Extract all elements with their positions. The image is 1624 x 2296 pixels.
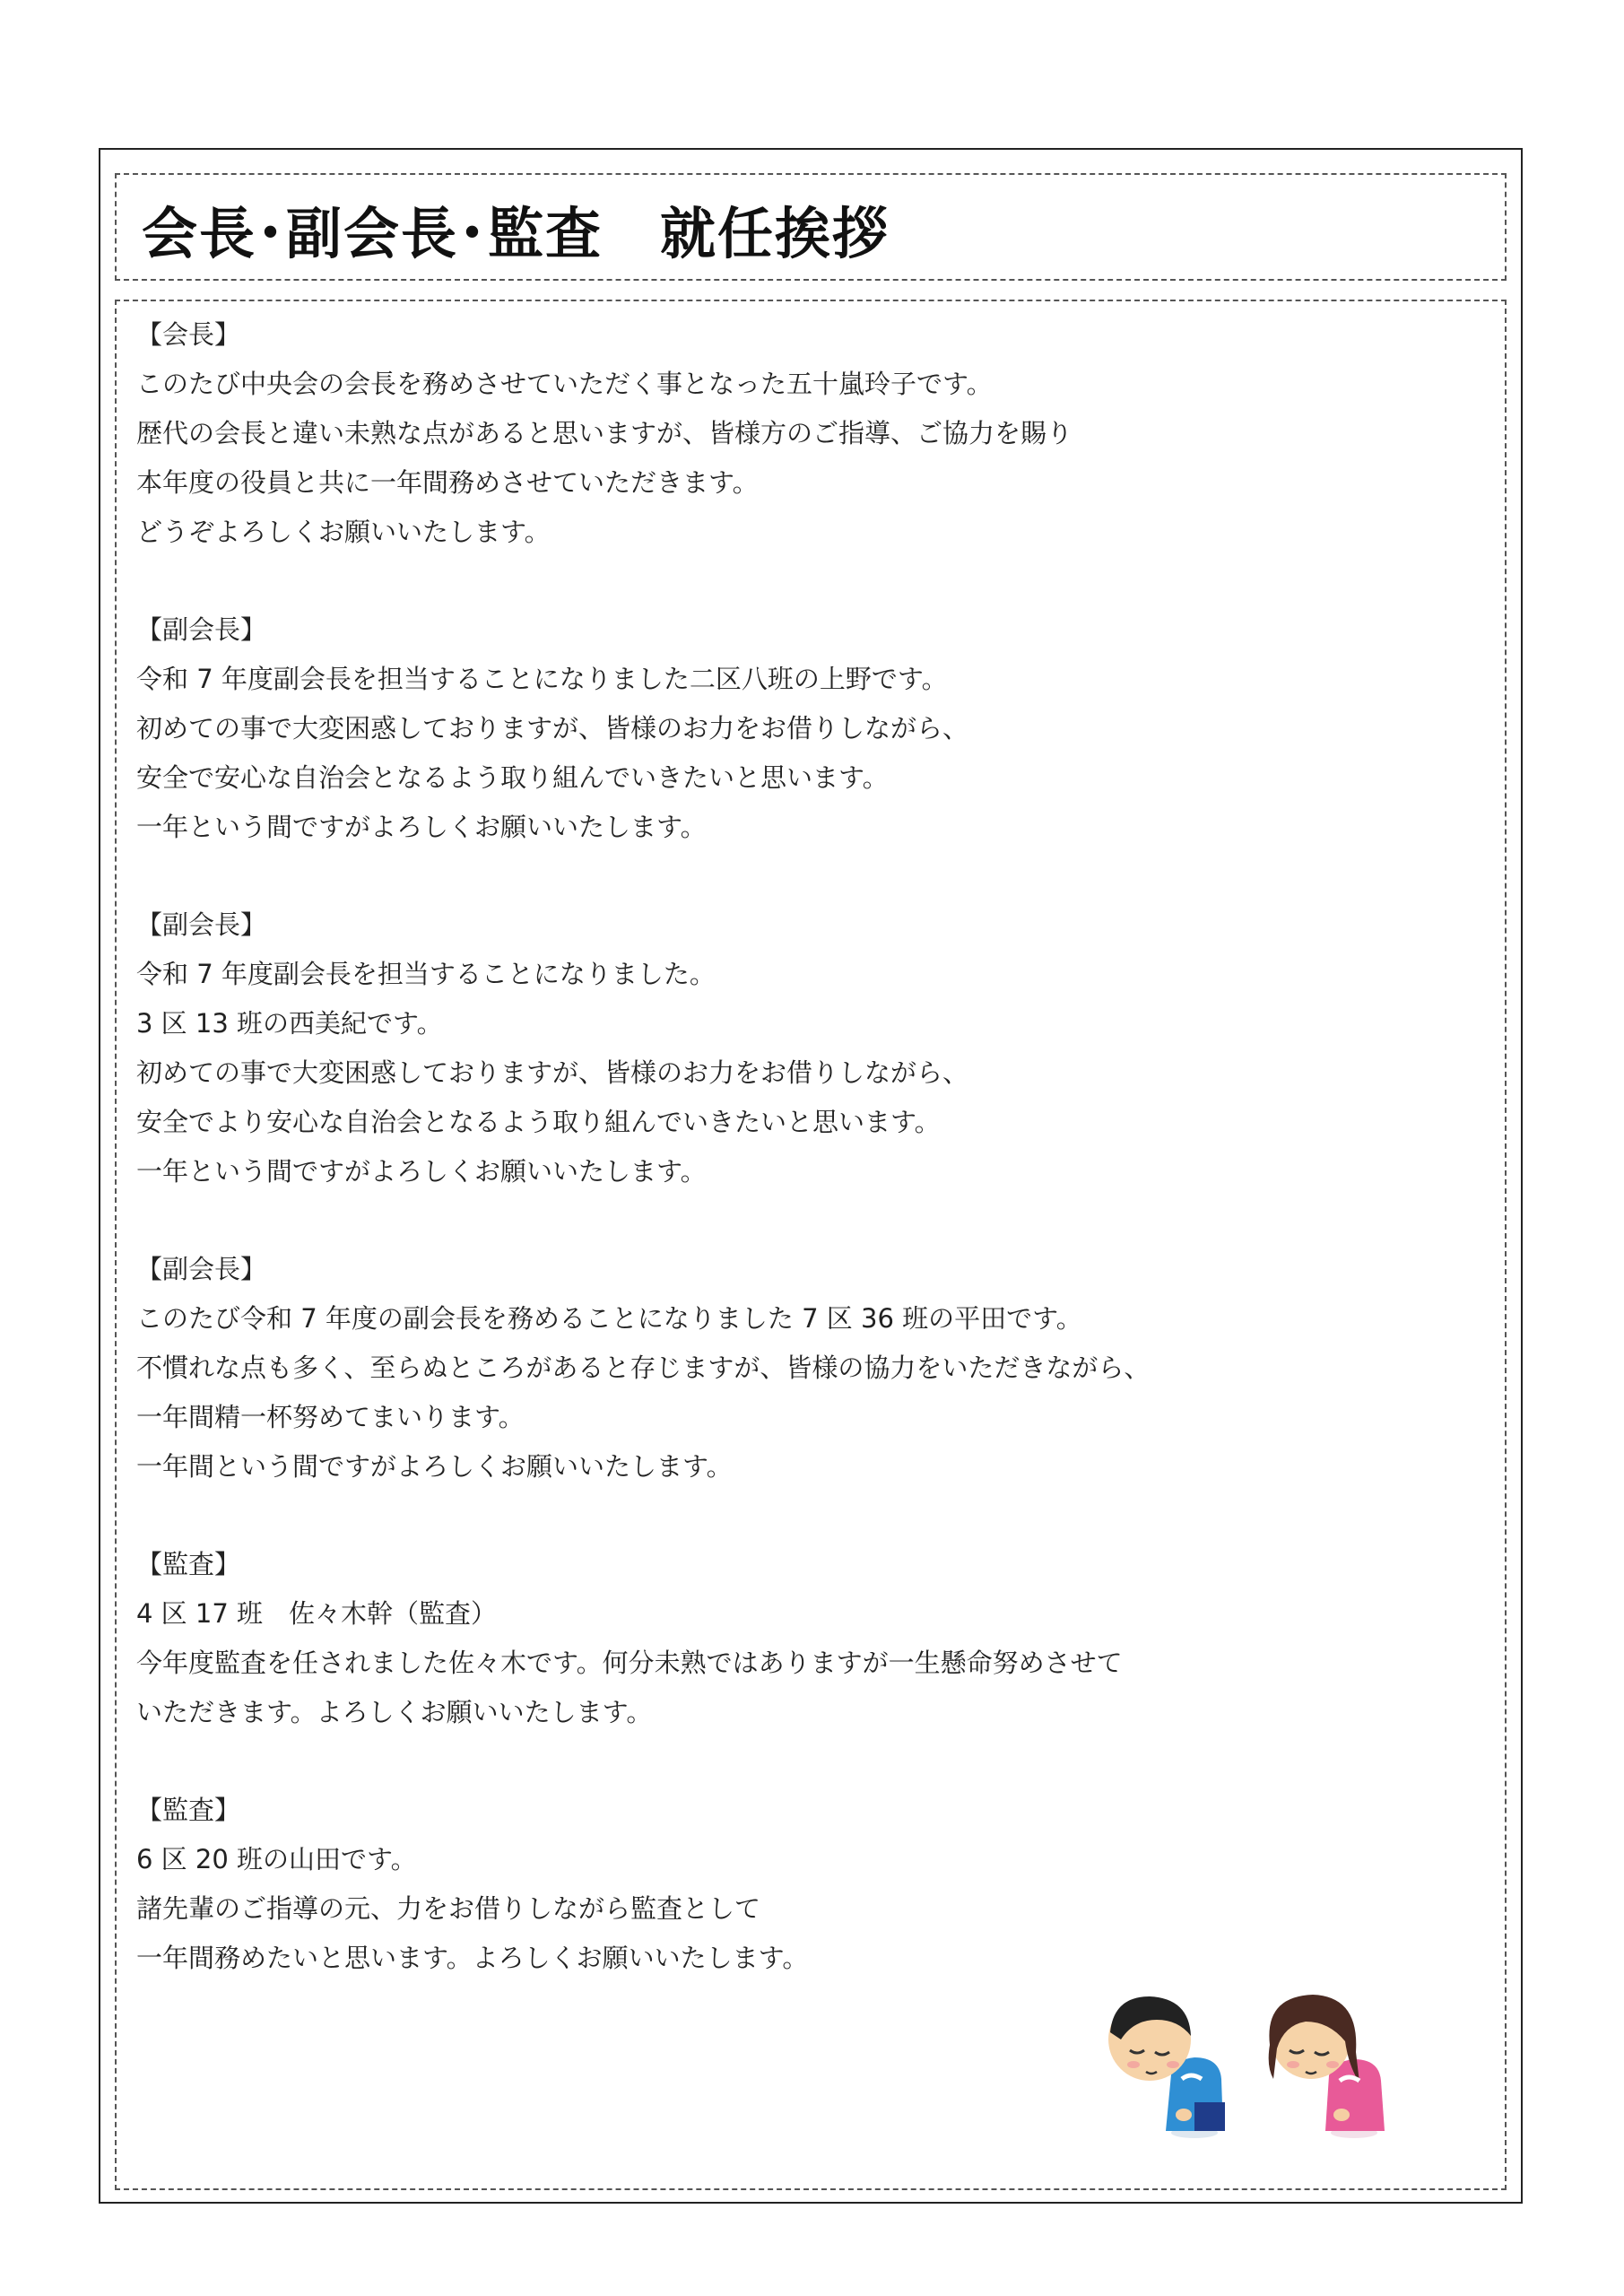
greeting-section — [136, 310, 1481, 557]
greeting-line: 歴代の会長と違い未熟な点があると思いますが、皆様方のご指導、ご協力を賜り — [136, 418, 1073, 448]
section-heading: 【副会長】 — [136, 614, 267, 645]
greeting-line: 一年間精一杯努めてまいります。 — [136, 1402, 525, 1432]
greeting-section — [136, 1540, 1481, 1737]
bowing-children-icon — [1094, 1989, 1417, 2142]
greeting-line: 3 区 13 班の西美紀です。 — [136, 1008, 443, 1039]
bowing-children-svg — [1094, 1989, 1417, 2142]
page-title: 会長･副会長･監査 就任挨拶 — [142, 201, 890, 266]
greeting-line: 一年間という間ですがよろしくお願いいたします。 — [136, 1451, 733, 1482]
greeting-line: 不慣れな点も多く、至らぬところがあると存じますが、皆様の協力をいただきながら、 — [136, 1352, 1151, 1383]
greeting-line: 6 区 20 班の山田です。 — [136, 1844, 417, 1874]
greeting-section — [136, 900, 1481, 1196]
greeting-line: このたび中央会の会長を務めさせていただく事となった五十嵐玲子です。 — [136, 369, 993, 399]
greeting-line: 一年という間ですがよろしくお願いいたします。 — [136, 1156, 707, 1187]
greeting-line: 令和 7 年度副会長を担当することになりました二区八班の上野です。 — [136, 664, 948, 694]
section-heading: 【監査】 — [136, 1549, 241, 1579]
boy-figure — [1108, 1996, 1225, 2138]
greeting-line: このたび令和 7 年度の副会長を務めることになりました 7 区 36 班の平田です。 — [136, 1303, 1082, 1334]
girl-figure — [1269, 1995, 1385, 2138]
title-box — [115, 173, 1507, 281]
content-box — [115, 300, 1507, 2190]
section-heading: 【監査】 — [136, 1795, 241, 1825]
greeting-line: 初めての事で大変困惑しておりますが、皆様のお力をお借りしながら、 — [136, 713, 969, 744]
greeting-line: 初めての事で大変困惑しておりますが、皆様のお力をお借りしながら、 — [136, 1057, 969, 1088]
section-heading: 【副会長】 — [136, 1254, 267, 1284]
greeting-line: 今年度監査を任されました佐々木です。何分未熟ではありますが一生懸命努めさせて — [136, 1648, 1123, 1678]
greeting-section — [136, 1245, 1481, 1492]
greeting-line: いただきます。よろしくお願いいたします。 — [136, 1697, 653, 1727]
greeting-line: 一年という間ですがよろしくお願いいたします。 — [136, 812, 707, 842]
greeting-line: どうぞよろしくお願いいたします。 — [136, 517, 551, 547]
section-heading: 【副会長】 — [136, 909, 267, 940]
greeting-section — [136, 1786, 1481, 1983]
section-heading: 【会長】 — [136, 319, 241, 350]
greetings-list — [136, 310, 1481, 2031]
greeting-line: 令和 7 年度副会長を担当することになりました。 — [136, 959, 716, 989]
greeting-line: 本年度の役員と共に一年間務めさせていただきます。 — [136, 467, 759, 498]
greeting-line: 4 区 17 班 佐々木幹（監査） — [136, 1598, 498, 1629]
greeting-line: 安全で安心な自治会となるよう取り組んでいきたいと思います。 — [136, 762, 889, 793]
greeting-section — [136, 605, 1481, 852]
greeting-line: 諸先輩のご指導の元、力をお借りしながら監査として — [136, 1893, 761, 1924]
greeting-line: 安全でより安心な自治会となるよう取り組んでいきたいと思います。 — [136, 1107, 941, 1137]
greeting-line: 一年間務めたいと思います。よろしくお願いいたします。 — [136, 1943, 809, 1973]
